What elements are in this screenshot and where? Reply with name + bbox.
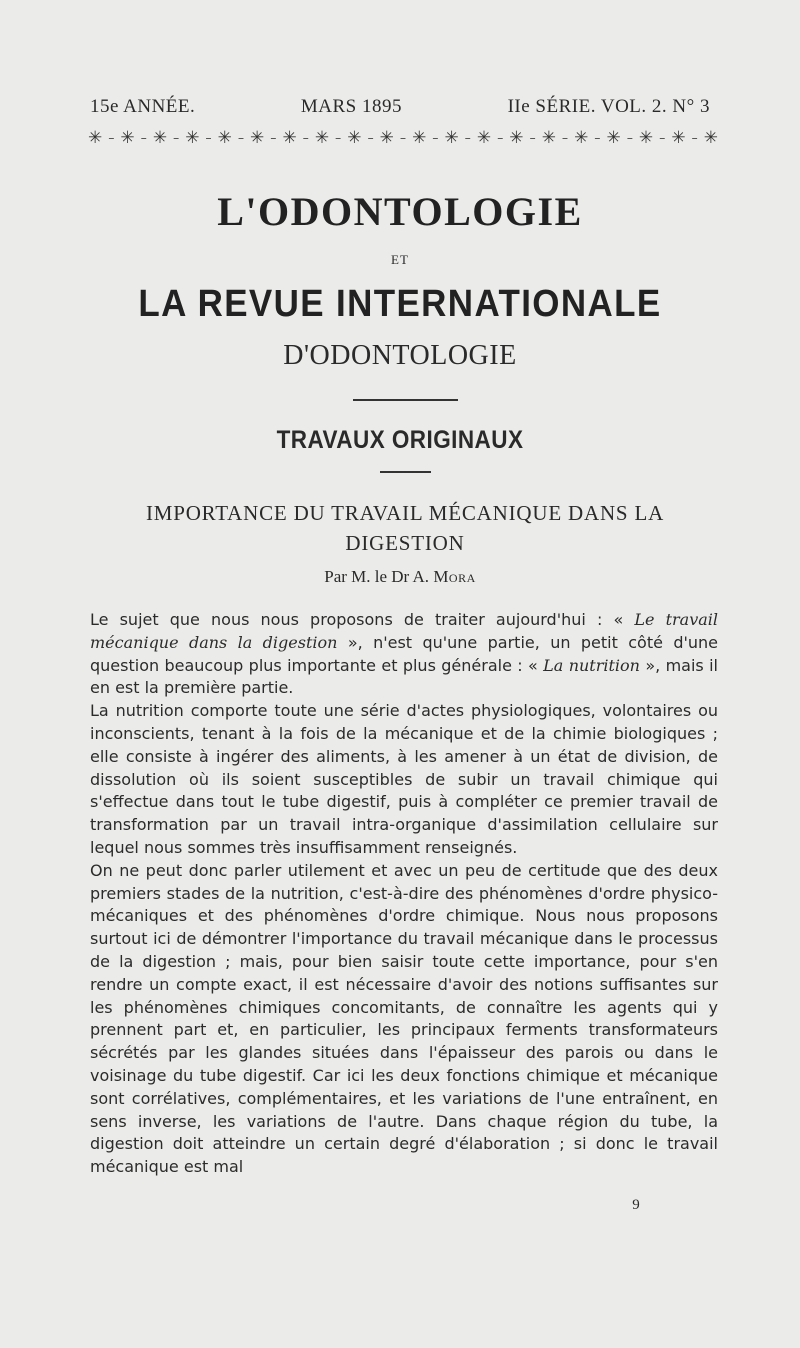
ornament-star-icon: ✳ bbox=[120, 128, 135, 148]
ornament-star-icon: ✳ bbox=[88, 128, 103, 148]
ornament-star-icon: ✳ bbox=[379, 128, 394, 148]
ornament-dash: – bbox=[205, 131, 212, 145]
ornament-dash: – bbox=[302, 131, 309, 145]
ornament-dash: – bbox=[432, 131, 439, 145]
ornament-dash: – bbox=[497, 131, 504, 145]
ornament-dash: – bbox=[237, 131, 244, 145]
ornament-star-icon: ✳ bbox=[703, 128, 718, 148]
ornament-dash: – bbox=[399, 131, 406, 145]
ornamental-border bbox=[88, 127, 718, 149]
ornament-star-icon: ✳ bbox=[606, 128, 621, 148]
italic-quote: La nutrition bbox=[543, 655, 640, 675]
ornament-star-icon: ✳ bbox=[412, 128, 427, 148]
section-heading: TRAVAUX ORIGINAUX bbox=[276, 426, 524, 454]
article-title: IMPORTANCE DU TRAVAIL MÉCANIQUE DANS LA DIGESTION bbox=[145, 501, 665, 555]
header-date: MARS 1895 bbox=[300, 96, 402, 117]
page-number: 9 bbox=[632, 1197, 640, 1213]
divider-rule bbox=[353, 399, 458, 401]
paragraph-2: La nutrition comporte toute une série d'actes physiologiques, volontaires ou inconscients, tenant à la fois de la mécanique et de la chimie biologiques ; elle consiste à ingérer des aliments, à les amener à un état de division, de dissolution où ils soient susceptibles de subir un travail chimique qui s'effectue dans tout le tube digestif, puis à compléter ce premier travail de transformation par un travail intra-organique d'assimilation cellulaire sur lequel nous sommes très insuffisamment renseignés. bbox=[90, 701, 718, 857]
ornament-dash: – bbox=[108, 131, 115, 145]
article-byline bbox=[0, 567, 800, 587]
paragraph-1: Le sujet que nous nous proposons de traiter aujourd'hui : « Le travail mécanique dans la digestion », n'est qu'une partie, un petit côté d'une question beaucoup plus importante et plus générale : « La nutrition », mais il en est la première partie. bbox=[90, 610, 718, 698]
ornament-dash: – bbox=[140, 131, 147, 145]
title-conjunction: ET bbox=[391, 252, 409, 267]
running-header bbox=[90, 96, 710, 118]
byline-prefix: Par M. le Dr A. bbox=[324, 567, 430, 586]
ornament-star-icon: ✳ bbox=[671, 128, 686, 148]
author-name: Mora bbox=[433, 567, 476, 586]
ornament-dash: – bbox=[173, 131, 180, 145]
ornament-star-icon: ✳ bbox=[638, 128, 654, 148]
ornament-star-icon: ✳ bbox=[347, 128, 362, 148]
ornament-dash: – bbox=[626, 131, 633, 145]
article-body bbox=[90, 609, 718, 1179]
ornament-star-icon: ✳ bbox=[152, 128, 168, 148]
journal-subtitle-second-line: D'ODONTOLOGIE bbox=[283, 340, 517, 371]
ornament-star-icon: ✳ bbox=[282, 128, 297, 148]
ornament-dash: – bbox=[691, 131, 698, 145]
ornament-star-icon: ✳ bbox=[250, 128, 265, 148]
header-series: IIe SÉRIE. VOL. 2. N° 3 bbox=[507, 96, 710, 117]
ornament-dash: – bbox=[335, 131, 342, 145]
ornament-star-icon: ✳ bbox=[541, 128, 556, 148]
ornament-dash: – bbox=[529, 131, 536, 145]
ornament-dash: – bbox=[562, 131, 569, 145]
ornament-star-icon: ✳ bbox=[444, 128, 459, 148]
paragraph-3: On ne peut donc parler utilement et avec un peu de certitude que des deux premiers stades de la nutrition, c'est-à-dire des phénomènes d'ordre physico-mécaniques et des phénomènes d'ordre chimique. Nous nous proposons surtout ici de démontrer l'importance du travail mécanique dans le processus de la digestion ; mais, pour bien saisir toute cette importance, pour s'en rendre un compte exact, il est nécessaire d'avoir des notions suffisantes sur les phénomènes chimiques concomitants, de connaître les agents qui y prennent part et, en particulier, les principaux ferments transformateurs sécrétés par les glandes situées dans l'épaisseur des parois ou dans le voisinage du tube digestif. Car ici les deux fonctions chimique et mécanique sont corrélatives, complémentaires, et les variations de l'une entraînent, en sens inverse, les variations de l'autre. Dans chaque région du tube, la digestion doit atteindre un certain degré d'élaboration ; si donc le travail mécanique est mal bbox=[90, 860, 718, 1177]
journal-subtitle: LA REVUE INTERNATIONALE bbox=[138, 283, 662, 325]
ornament-dash: – bbox=[659, 131, 666, 145]
ornament-dash: – bbox=[464, 131, 471, 145]
journal-title: L'ODONTOLOGIE bbox=[217, 189, 583, 234]
ornament-star-icon: ✳ bbox=[476, 128, 492, 148]
header-year: 15e ANNÉE. bbox=[90, 96, 196, 117]
italic-quote: Le travail mécanique dans la digestion bbox=[90, 610, 718, 652]
ornament-star-icon: ✳ bbox=[185, 128, 200, 148]
divider-rule-short bbox=[380, 471, 431, 473]
ornament-dash: – bbox=[270, 131, 277, 145]
ornament-star-icon: ✳ bbox=[574, 128, 589, 148]
ornament-star-icon: ✳ bbox=[509, 128, 524, 148]
ornament-star-icon: ✳ bbox=[217, 128, 232, 148]
ornament-dash: – bbox=[367, 131, 374, 145]
ornament-star-icon: ✳ bbox=[314, 128, 330, 148]
ornament-dash: – bbox=[594, 131, 601, 145]
